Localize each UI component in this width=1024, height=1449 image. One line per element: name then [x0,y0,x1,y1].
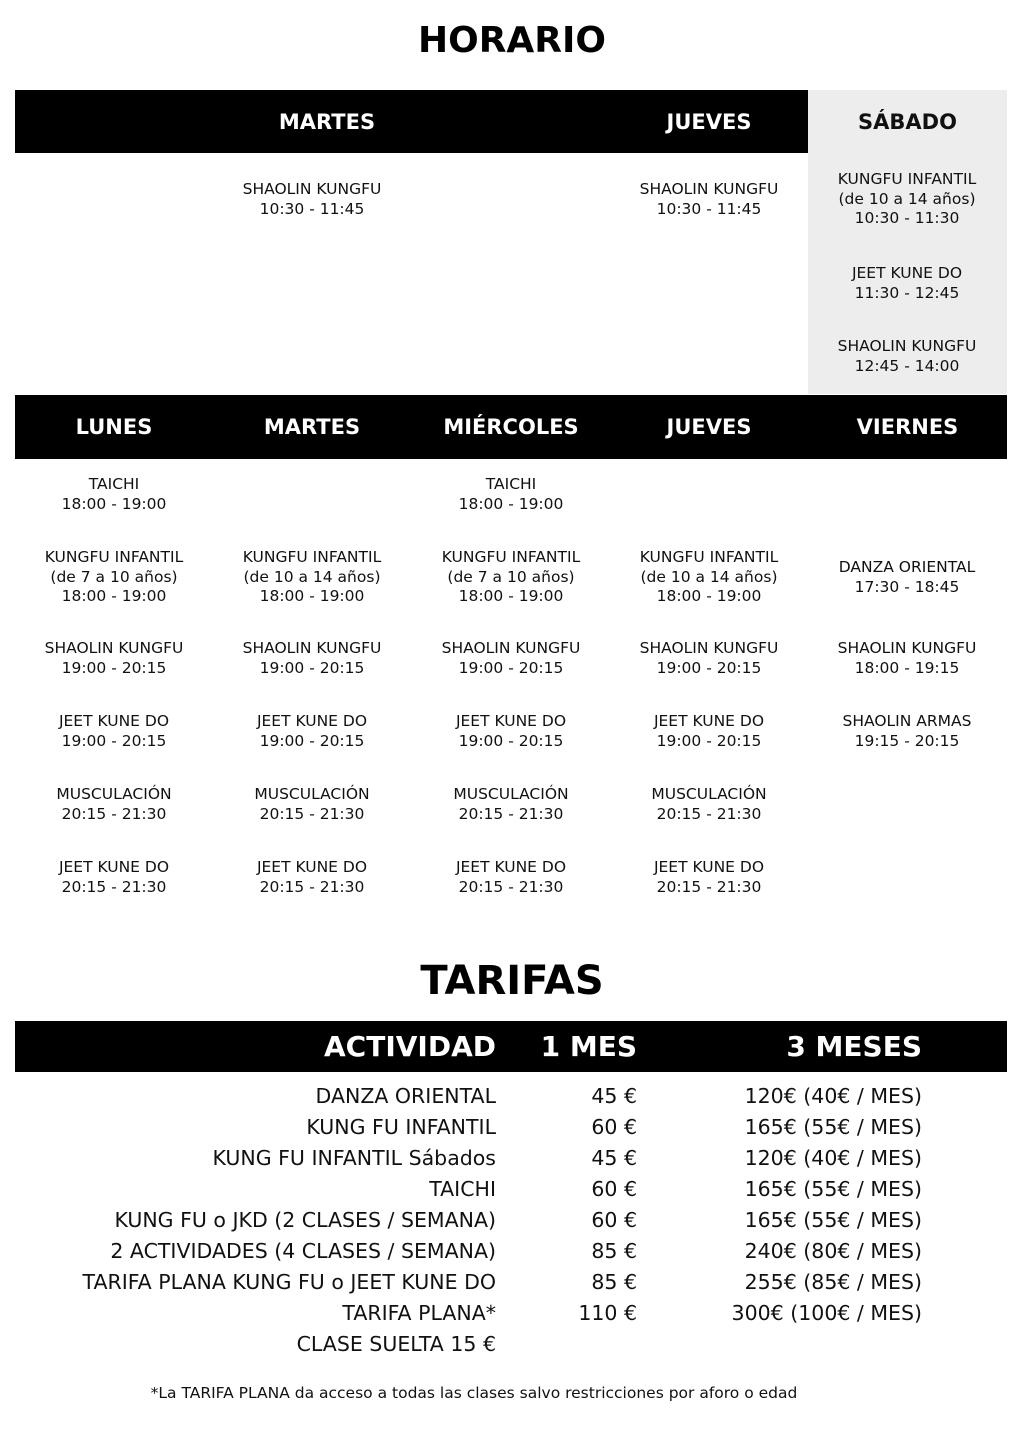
class-entry [808,639,1006,678]
class-time: 20:15 - 21:30 [259,877,365,896]
tarifa-1-mes: 60 € [591,1208,637,1232]
class-note: (de 10 a 14 años) [640,567,778,586]
tarifa-row [0,1112,1024,1143]
class-entry [15,785,213,824]
class-name: SHAOLIN KUNGFU [639,639,779,657]
class-name: JEET KUNE DO [58,858,170,876]
class-name: TAICHI [88,475,140,493]
class-name: TAICHI [485,475,537,493]
tarifa-actividad: 2 ACTIVIDADES (4 CLASES / SEMANA) [110,1239,496,1263]
class-time: 20:15 - 21:30 [259,804,365,823]
class-name: MUSCULACIÓN [254,785,370,803]
class-name: JEET KUNE DO [851,264,963,282]
class-entry [15,712,213,751]
tarifa-1-mes: 110 € [578,1301,637,1325]
class-time: 11:30 - 12:45 [854,283,960,302]
class-entry [610,858,808,897]
tarifa-actividad: DANZA ORIENTAL [315,1084,496,1108]
tarifa-actividad: KUNG FU o JKD (2 CLASES / SEMANA) [114,1208,496,1232]
class-entry [610,548,808,607]
class-time: 20:15 - 21:30 [656,877,762,896]
tarifa-1-mes: 45 € [591,1084,637,1108]
class-name: JEET KUNE DO [455,858,567,876]
class-note: (de 10 a 14 años) [838,189,976,208]
class-time: 19:00 - 20:15 [656,731,762,750]
tarifa-actividad: KUNG FU INFANTIL Sábados [212,1146,496,1170]
class-entry [808,558,1006,597]
tarifa-3-meses: 300€ (100€ / MES) [731,1301,922,1325]
class-entry [808,337,1006,376]
tarifa-3-meses: 240€ (80€ / MES) [744,1239,922,1263]
tarifa-actividad: TARIFA PLANA* [342,1301,496,1325]
class-time: 17:30 - 18:45 [854,577,960,596]
tarifa-3-meses: 120€ (40€ / MES) [744,1146,922,1170]
class-time: 18:00 - 19:00 [61,587,167,605]
class-entry [213,785,411,824]
tarifa-plana-footnote: *La TARIFA PLANA da acceso a todas las clases salvo restricciones por aforo o edad [150,1384,798,1402]
class-name: JEET KUNE DO [256,858,368,876]
tarifa-3-meses: 255€ (85€ / MES) [744,1270,922,1294]
class-name: MUSCULACIÓN [651,785,767,803]
class-time: 20:15 - 21:30 [61,877,167,896]
class-time: 20:15 - 21:30 [656,804,762,823]
tarifa-actividad: KUNG FU INFANTIL [306,1115,496,1139]
class-time: 19:00 - 20:15 [259,658,365,677]
tarifa-row [0,1143,1024,1174]
tarifa-row [0,1267,1024,1298]
class-time: 18:00 - 19:00 [656,587,762,605]
tarifa-row [0,1205,1024,1236]
class-time: 18:00 - 19:00 [458,587,564,605]
class-entry [412,712,610,751]
tarifa-3-meses: 165€ (55€ / MES) [744,1208,922,1232]
class-time: 19:00 - 20:15 [61,658,167,677]
class-entry [412,548,610,607]
class-entry [213,639,411,678]
class-entry [808,170,1006,229]
class-time: 20:15 - 21:30 [458,804,564,823]
class-entry [213,548,411,607]
class-name: JEET KUNE DO [653,858,765,876]
class-name: KUNGFU INFANTIL [639,548,779,566]
tarifa-3-meses: 120€ (40€ / MES) [744,1084,922,1108]
day-martes: MARTES [263,415,361,439]
class-entry [15,639,213,678]
class-name: SHAOLIN KUNGFU [639,180,779,198]
class-name: SHAOLIN KUNGFU [441,639,581,657]
tarifa-row [0,1329,1024,1360]
class-name: SHAOLIN KUNGFU [44,639,184,657]
morning-day-jueves: JUEVES [666,109,752,134]
morning-day-sabado: SÁBADO [858,109,957,134]
class-entry [412,785,610,824]
tarifa-row [0,1174,1024,1205]
tarifa-row [0,1298,1024,1329]
header-3-meses: 3 MESES [786,1030,922,1063]
class-entry [610,712,808,751]
saturday-panel [808,90,1007,394]
class-name: KUNGFU INFANTIL [242,548,382,566]
afternoon-header-bar [15,395,1007,459]
class-name: SHAOLIN KUNGFU [837,337,977,355]
tarifa-actividad: TARIFA PLANA KUNG FU o JEET KUNE DO [82,1270,496,1294]
class-name: DANZA ORIENTAL [838,558,976,576]
class-name: JEET KUNE DO [58,712,170,730]
day-jueves: JUEVES [666,415,752,439]
class-time: 10:30 - 11:30 [854,209,960,227]
tarifa-row [0,1081,1024,1112]
class-note: (de 10 a 14 años) [243,567,381,586]
class-entry [610,180,808,219]
class-time: 19:00 - 20:15 [259,731,365,750]
tarifa-row [0,1236,1024,1267]
class-name: KUNGFU INFANTIL [44,548,184,566]
tarifa-1-mes: 45 € [591,1146,637,1170]
class-name: SHAOLIN KUNGFU [837,639,977,657]
class-note: (de 7 a 10 años) [447,567,575,586]
class-time: 20:15 - 21:30 [458,877,564,896]
tarifa-1-mes: 85 € [591,1239,637,1263]
class-time: 19:15 - 20:15 [854,731,960,750]
class-time: 18:00 - 19:00 [458,494,564,513]
class-name: KUNGFU INFANTIL [441,548,581,566]
class-entry [15,858,213,897]
class-name: JEET KUNE DO [653,712,765,730]
tarifa-1-mes: 60 € [591,1115,637,1139]
header-actividad: ACTIVIDAD [324,1030,496,1063]
class-name: JEET KUNE DO [455,712,567,730]
tarifa-1-mes: 60 € [591,1177,637,1201]
morning-header-bar [15,90,808,153]
horario-title: HORARIO [417,20,607,61]
tarifa-actividad: CLASE SUELTA 15 € [296,1332,496,1356]
class-time: 18:00 - 19:00 [61,494,167,513]
class-entry [15,475,213,514]
class-name: JEET KUNE DO [256,712,368,730]
day-viernes: VIERNES [856,415,959,439]
tarifa-1-mes: 85 € [591,1270,637,1294]
tarifas-title: TARIFAS [420,958,604,1004]
class-entry [412,475,610,514]
header-1-mes: 1 MES [540,1030,637,1063]
class-entry [610,639,808,678]
tarifa-actividad: TAICHI [429,1177,496,1201]
class-time: 10:30 - 11:45 [656,199,762,218]
class-entry [610,785,808,824]
class-time: 18:00 - 19:00 [259,587,365,605]
class-time: 19:00 - 20:15 [458,731,564,750]
class-time: 18:00 - 19:15 [854,658,960,677]
class-note: (de 7 a 10 años) [50,567,178,586]
class-entry [412,639,610,678]
class-entry [213,858,411,897]
class-time: 19:00 - 20:15 [61,731,167,750]
tarifa-3-meses: 165€ (55€ / MES) [744,1177,922,1201]
class-name: MUSCULACIÓN [453,785,569,803]
class-name: SHAOLIN KUNGFU [242,639,382,657]
class-time: 20:15 - 21:30 [61,804,167,823]
tarifas-header-bar [15,1021,1007,1072]
class-name: SHAOLIN ARMAS [842,712,972,730]
day-lunes: LUNES [75,415,153,439]
class-name: SHAOLIN KUNGFU [242,180,382,198]
class-name: KUNGFU INFANTIL [837,170,977,188]
class-time: 12:45 - 14:00 [854,356,960,375]
day-miercoles: MIÉRCOLES [443,415,579,439]
class-entry [213,180,411,219]
tarifa-3-meses: 165€ (55€ / MES) [744,1115,922,1139]
class-time: 19:00 - 20:15 [458,658,564,677]
class-entry [412,858,610,897]
class-time: 10:30 - 11:45 [259,199,365,218]
class-entry [213,712,411,751]
class-entry [808,712,1006,751]
class-entry [808,264,1006,303]
class-entry [15,548,213,607]
morning-day-martes: MARTES [278,109,376,134]
class-time: 19:00 - 20:15 [656,658,762,677]
class-name: MUSCULACIÓN [56,785,172,803]
